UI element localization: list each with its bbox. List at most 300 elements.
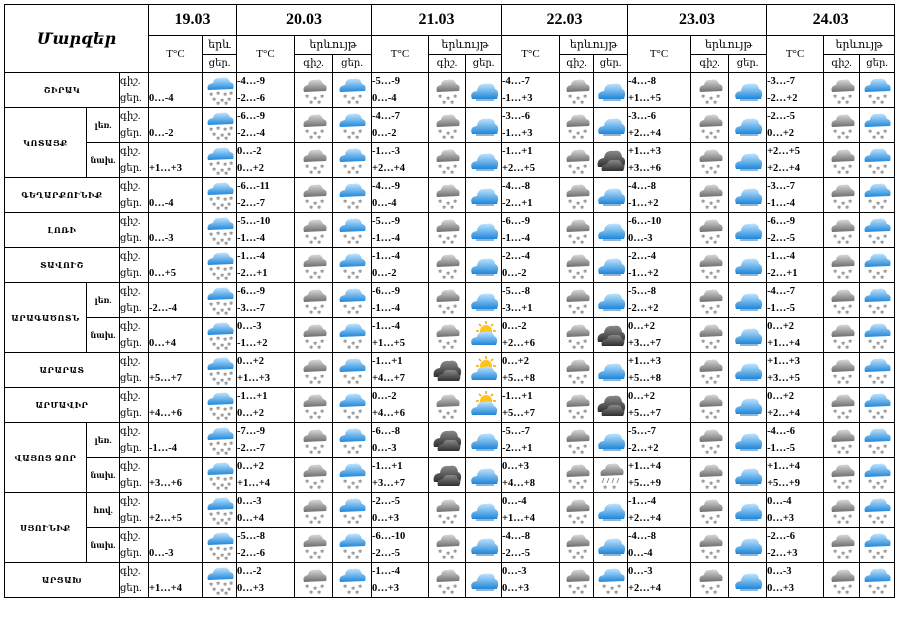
temperature-cell <box>767 318 824 353</box>
day-temp: -2…+1 <box>767 268 798 279</box>
blue-snow-cloud-icon <box>862 565 892 595</box>
day-label: ցեր. <box>120 303 142 314</box>
day-temp: +3…+7 <box>628 338 662 349</box>
day-temp: -2…-4 <box>149 303 177 314</box>
blue-cloud-icon <box>596 355 626 385</box>
night-temp: -1…+1 <box>237 391 268 402</box>
subregion-label: նախ. <box>87 528 120 563</box>
phenomena-cell <box>333 213 372 248</box>
day-temp: -2…-7 <box>237 198 265 209</box>
day-temp: -1…+3 <box>502 128 533 139</box>
phenomena-cell <box>295 248 333 283</box>
temperature-cell <box>237 388 295 423</box>
phenomena-cell <box>860 108 895 143</box>
temperature-cell <box>502 143 560 178</box>
phenomena-cell <box>560 283 594 318</box>
night-temp: -5…-8 <box>237 531 265 542</box>
phenomena-cell <box>594 423 628 458</box>
date-header: 20.03 <box>237 5 372 36</box>
day-temp: +1…+3 <box>149 163 182 174</box>
night-label: գիշ. <box>120 496 141 507</box>
phenomena-cell <box>295 528 333 563</box>
phenomena-cell <box>824 318 860 353</box>
phenomena-cell <box>466 248 502 283</box>
day-temp: -2…+1 <box>237 268 268 279</box>
temperature-cell <box>149 458 203 493</box>
phenomena-cell <box>466 283 502 318</box>
gray-snow-cloud-icon <box>299 320 329 350</box>
phenomena-cell <box>691 528 729 563</box>
phenomena-cell <box>295 178 333 213</box>
temperature-cell <box>628 423 691 458</box>
temperature-cell <box>372 528 429 563</box>
phenomena-header: երևույթ <box>824 36 895 55</box>
region-name: ԱՐՄԱՎԻՐ <box>5 388 120 423</box>
blue-snow-cloud-icon <box>862 250 892 280</box>
phenomena-cell <box>295 143 333 178</box>
phenomena-cell <box>466 108 502 143</box>
phenomena-cell <box>691 108 729 143</box>
night-label: գիշ. <box>120 181 141 192</box>
night-temp: -6…-8 <box>372 426 401 437</box>
day-temp: 0…+3 <box>372 513 399 524</box>
night-label: գիշ. <box>120 216 141 227</box>
phenomena-cell <box>860 178 895 213</box>
phenomena-cell <box>824 143 860 178</box>
night-day-labels <box>120 178 149 213</box>
temperature-cell <box>237 178 295 213</box>
night-temp: -6…-10 <box>372 531 406 542</box>
night-temp: -4…-9 <box>372 181 401 192</box>
phenomena-cell <box>691 248 729 283</box>
blue-cloud-icon <box>596 285 626 315</box>
blue-cloud-icon <box>469 565 499 595</box>
phenomena-cell <box>594 248 628 283</box>
temperature-cell <box>502 318 560 353</box>
night-temp <box>149 248 202 265</box>
day-temp: 0…+2 <box>767 128 795 139</box>
region-name: ԿՈՏԱՅՔ <box>5 108 87 178</box>
blue-cloud-icon <box>469 180 499 210</box>
day-label: ցեր. <box>120 478 142 489</box>
snowfall-icon <box>205 425 235 455</box>
day-label: ցեր. <box>120 338 142 349</box>
phenomena-cell <box>466 528 502 563</box>
gray-snow-cloud-icon <box>299 145 329 175</box>
table-row <box>5 493 895 528</box>
day-temp: -2…-5 <box>502 548 531 559</box>
phenomena-cell <box>594 213 628 248</box>
snowfall-icon <box>205 460 235 490</box>
blue-cloud-icon <box>596 75 626 105</box>
night-temp: -5…-8 <box>502 286 531 297</box>
temperature-cell <box>372 563 429 598</box>
phenomena-cell <box>824 108 860 143</box>
phenomena-cell <box>824 248 860 283</box>
blue-cloud-icon <box>596 530 626 560</box>
phenomena-cell <box>860 563 895 598</box>
gray-snow-cloud-icon <box>695 355 725 385</box>
phenomena-cell <box>429 143 466 178</box>
phenomena-cell <box>429 563 466 598</box>
night-temp: -1…-4 <box>372 566 401 577</box>
gray-snow-cloud-icon <box>562 425 592 455</box>
phenomena-cell <box>860 213 895 248</box>
temperature-cell <box>628 143 691 178</box>
gray-snow-cloud-icon <box>695 530 725 560</box>
phenomena-cell <box>333 458 372 493</box>
subregion-label: նախ. <box>87 143 120 178</box>
night-temp: -4…-8 <box>502 531 531 542</box>
gray-snow-cloud-icon <box>827 285 857 315</box>
day-label: ցեր. <box>120 513 142 524</box>
phenomena-cell <box>594 318 628 353</box>
date-header: 23.03 <box>628 5 767 36</box>
day-temp: +4…+6 <box>372 408 405 419</box>
day-temp: 0…+3 <box>372 583 399 594</box>
gray-snow-cloud-icon <box>299 355 329 385</box>
day-temp: 0…-2 <box>502 268 527 279</box>
blue-cloud-icon <box>469 530 499 560</box>
night-temp: -6…-9 <box>237 286 265 297</box>
night-day-labels <box>120 563 149 598</box>
gray-snow-cloud-icon <box>299 285 329 315</box>
day-temp: +1…+5 <box>628 93 662 104</box>
night-temp: -2…-4 <box>502 251 531 262</box>
night-temp: -5…-9 <box>372 76 401 87</box>
phenomena-cell <box>729 248 767 283</box>
region-column-header: Մարզեր <box>5 5 149 73</box>
phenomena-cell <box>203 563 237 598</box>
day-temp: +5…+9 <box>628 478 662 489</box>
blue-cloud-icon <box>733 145 763 175</box>
day-temp: +1…+3 <box>237 373 270 384</box>
night-temp <box>149 73 202 90</box>
gray-snow-cloud-icon <box>695 110 725 140</box>
blue-snow-cloud-icon <box>337 425 367 455</box>
temperature-cell <box>628 108 691 143</box>
table-row <box>5 108 895 143</box>
phenomena-cell <box>824 283 860 318</box>
gray-snow-cloud-icon <box>299 495 329 525</box>
night-temp: -7…-9 <box>237 426 265 437</box>
blue-cloud-icon <box>733 180 763 210</box>
table-row <box>5 388 895 423</box>
phenomena-cell <box>729 178 767 213</box>
day-temp: +1…+4 <box>502 513 535 524</box>
day-temp: +2…+6 <box>502 338 535 349</box>
night-temp: 0…+3 <box>502 461 530 472</box>
day-temp: +5…+7 <box>502 408 535 419</box>
phenomena-cell <box>824 388 860 423</box>
temperature-cell <box>767 73 824 108</box>
night-temp: 0…-4 <box>502 496 527 507</box>
night-temp: -4…-8 <box>502 181 531 192</box>
gray-snow-cloud-icon <box>827 460 857 490</box>
gray-snow-cloud-icon <box>827 390 857 420</box>
phenomena-cell <box>466 213 502 248</box>
gray-snow-cloud-icon <box>695 250 725 280</box>
temperature-cell <box>502 248 560 283</box>
date-header: 19.03 <box>149 5 237 36</box>
temperature-cell <box>767 423 824 458</box>
temperature-cell <box>372 318 429 353</box>
temperature-cell <box>502 458 560 493</box>
phenomena-cell <box>466 73 502 108</box>
night-day-labels <box>120 73 149 108</box>
phenomena-cell <box>691 353 729 388</box>
phenomena-cell <box>429 108 466 143</box>
phenomena-cell <box>295 318 333 353</box>
snowfall-icon <box>205 145 235 175</box>
day-temp: +3…+5 <box>767 373 801 384</box>
day-temp: +1…+4 <box>149 583 182 594</box>
night-temp: -1…+1 <box>372 461 403 472</box>
night-temp: 0…+2 <box>767 321 795 332</box>
blue-snow-cloud-icon <box>862 530 892 560</box>
phenomena-cell <box>333 178 372 213</box>
temperature-cell <box>237 563 295 598</box>
phenomena-cell <box>203 493 237 528</box>
blue-cloud-icon <box>469 215 499 245</box>
day-temp: +2…+5 <box>502 163 535 174</box>
night-temp <box>149 143 202 160</box>
gray-snow-cloud-icon <box>299 250 329 280</box>
day-temp: 0…-3 <box>149 233 174 244</box>
night-temp: 0…+2 <box>237 356 264 367</box>
gray-snow-cloud-icon <box>827 75 857 105</box>
phenomena-cell <box>333 283 372 318</box>
phenomena-cell <box>429 318 466 353</box>
night-day-labels <box>120 423 149 458</box>
snowfall-icon <box>205 390 235 420</box>
phenomena-cell <box>295 108 333 143</box>
blue-cloud-icon <box>733 565 763 595</box>
blue-cloud-icon <box>469 495 499 525</box>
day-temp: +3…+6 <box>149 478 182 489</box>
phenomena-cell <box>429 493 466 528</box>
phenomena-cell <box>691 493 729 528</box>
blue-snow-cloud-icon <box>862 425 892 455</box>
snowfall-icon <box>205 495 235 525</box>
day-label: ցեր. <box>120 443 142 454</box>
temperature-cell <box>149 178 203 213</box>
day-label: ցեր. <box>120 198 142 209</box>
phenomena-cell <box>560 528 594 563</box>
temperature-cell <box>237 353 295 388</box>
blue-snow-cloud-icon <box>337 495 367 525</box>
gray-snow-cloud-icon <box>827 250 857 280</box>
night-temp: -1…-4 <box>237 251 265 262</box>
day-temp: -2…+2 <box>628 443 659 454</box>
night-temp: -4…-6 <box>767 426 796 437</box>
blue-cloud-icon <box>596 425 626 455</box>
table-row <box>5 143 895 178</box>
blue-snow-cloud-icon <box>862 75 892 105</box>
phenomena-cell <box>594 353 628 388</box>
subregion-label: հով. <box>87 493 120 528</box>
blue-snow-cloud-icon <box>337 530 367 560</box>
temperature-cell <box>767 108 824 143</box>
day-label: ցեր. <box>120 163 142 174</box>
blue-snow-cloud-icon <box>862 215 892 245</box>
night-temp: -1…-4 <box>372 251 401 262</box>
blue-cloud-icon <box>596 495 626 525</box>
region-name: ՍՅՈՒՆԻՔ <box>5 493 87 563</box>
day-temp: -2…+2 <box>628 303 659 314</box>
dark-cloud-icon <box>596 320 626 350</box>
region-name: ԳԵՂԱՐՔՈՒՆԻՔ <box>5 178 120 213</box>
temperature-cell <box>767 388 824 423</box>
night-day-labels <box>120 318 149 353</box>
gray-snow-cloud-icon <box>695 565 725 595</box>
phenomena-cell <box>824 493 860 528</box>
night-temp: -6…-9 <box>372 286 401 297</box>
temperature-cell <box>628 283 691 318</box>
night-temp: 0…-3 <box>237 496 262 507</box>
blue-snow-cloud-icon <box>337 320 367 350</box>
phenomena-cell <box>203 318 237 353</box>
blue-snow-cloud-icon <box>862 110 892 140</box>
gray-snow-cloud-icon <box>432 390 462 420</box>
phenomena-cell <box>691 143 729 178</box>
phenomena-cell <box>560 73 594 108</box>
night-day-labels <box>120 493 149 528</box>
night-temp: -5…-7 <box>502 426 531 437</box>
blue-cloud-icon <box>596 180 626 210</box>
gray-snow-cloud-icon <box>432 75 462 105</box>
table-row <box>5 283 895 318</box>
night-label: գիշ. <box>120 356 141 367</box>
phenomena-cell <box>860 493 895 528</box>
day-temp: -2…+3 <box>767 548 798 559</box>
gray-snow-cloud-icon <box>562 460 592 490</box>
temperature-cell <box>372 353 429 388</box>
night-temp: -4…-7 <box>502 76 531 87</box>
blue-snow-cloud-icon <box>337 180 367 210</box>
subregion-label: նախ. <box>87 458 120 493</box>
temperature-cell <box>372 423 429 458</box>
night-temp: -1…+1 <box>502 391 533 402</box>
day-temp: +5…+8 <box>628 373 662 384</box>
gray-snow-cloud-icon <box>432 495 462 525</box>
blue-snow-cloud-icon <box>337 250 367 280</box>
phenomena-cell <box>429 528 466 563</box>
night-temp <box>149 458 202 475</box>
snowfall-icon <box>205 565 235 595</box>
table-row <box>5 318 895 353</box>
phenomena-cell <box>594 493 628 528</box>
gray-snow-cloud-icon <box>299 425 329 455</box>
phenomena-cell <box>333 108 372 143</box>
night-day-labels <box>120 283 149 318</box>
blue-cloud-icon <box>733 425 763 455</box>
night-temp: -4…-8 <box>628 76 657 87</box>
night-temp: -4…-7 <box>767 286 796 297</box>
temperature-cell <box>237 213 295 248</box>
night-label: գիշ. <box>120 391 141 402</box>
phenomena-cell <box>429 73 466 108</box>
snowfall-icon <box>205 530 235 560</box>
temperature-cell <box>628 458 691 493</box>
day-temp: 0…-4 <box>149 198 174 209</box>
day-temp: -1…-5 <box>767 443 796 454</box>
temperature-cell <box>372 143 429 178</box>
day-temp: -2…-5 <box>767 233 796 244</box>
blue-snow-cloud-icon <box>862 460 892 490</box>
night-temp <box>149 353 202 370</box>
night-temp: -2…-4 <box>628 251 657 262</box>
temperature-cell <box>502 528 560 563</box>
night-day-labels <box>120 388 149 423</box>
day-temp: +5…+8 <box>502 373 535 384</box>
gray-snow-cloud-icon <box>562 390 592 420</box>
day-label: ցեր. <box>594 55 628 73</box>
blue-cloud-icon <box>469 250 499 280</box>
day-temp: -2…-6 <box>237 93 265 104</box>
blue-snow-cloud-icon <box>862 355 892 385</box>
night-temp: 0…-3 <box>237 321 262 332</box>
phenomena-cell <box>729 143 767 178</box>
night-label: գիշ. <box>824 55 860 73</box>
phenomena-cell <box>429 248 466 283</box>
temperature-cell <box>372 213 429 248</box>
blue-cloud-icon <box>733 320 763 350</box>
temperature-cell <box>237 73 295 108</box>
day-temp: +4…+6 <box>149 408 182 419</box>
day-temp: -1…-5 <box>767 303 796 314</box>
blue-snow-cloud-icon <box>862 180 892 210</box>
gray-snow-cloud-icon <box>432 250 462 280</box>
gray-snow-cloud-icon <box>695 495 725 525</box>
phenomena-cell <box>860 248 895 283</box>
night-temp: -4…-8 <box>628 531 657 542</box>
subregion-label: լեռ. <box>87 423 120 458</box>
gray-snow-cloud-icon <box>562 180 592 210</box>
night-temp: +1…+3 <box>767 356 801 367</box>
night-temp: -2…-5 <box>372 496 401 507</box>
table-row <box>5 458 895 493</box>
day-label: ցեր. <box>203 55 237 73</box>
gray-snow-cloud-icon <box>299 75 329 105</box>
phenomena-cell <box>560 423 594 458</box>
night-temp: 0…-3 <box>628 566 653 577</box>
temperature-cell <box>502 178 560 213</box>
phenomena-cell <box>203 353 237 388</box>
phenomena-cell <box>429 283 466 318</box>
phenomena-cell <box>594 528 628 563</box>
day-temp: -1…-4 <box>149 443 177 454</box>
phenomena-cell <box>333 318 372 353</box>
phenomena-cell <box>203 213 237 248</box>
gray-snow-cloud-icon <box>562 495 592 525</box>
night-temp <box>149 563 202 580</box>
day-temp: +1…+5 <box>372 338 405 349</box>
blue-snow-cloud-icon <box>862 145 892 175</box>
temperature-cell <box>372 493 429 528</box>
phenomena-cell <box>691 563 729 598</box>
night-temp: -1…-4 <box>767 251 796 262</box>
blue-cloud-icon <box>733 355 763 385</box>
day-temp: 0…-3 <box>372 443 397 454</box>
day-temp: +2…+5 <box>149 513 182 524</box>
temperature-cell <box>237 283 295 318</box>
date-header: 21.03 <box>372 5 502 36</box>
blue-cloud-icon <box>469 75 499 105</box>
blue-cloud-icon <box>733 530 763 560</box>
phenomena-cell <box>560 318 594 353</box>
phenomena-cell <box>333 563 372 598</box>
